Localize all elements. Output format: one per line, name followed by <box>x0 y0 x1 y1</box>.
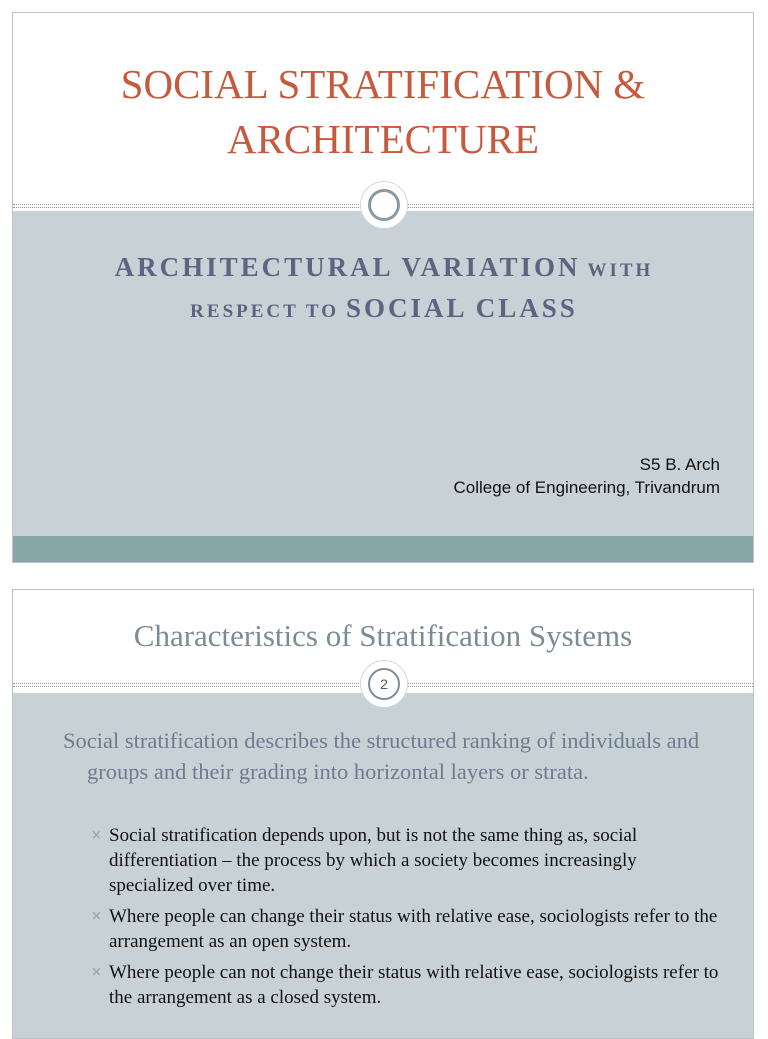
slide-title: Characteristics of Stratification Systems <box>133 618 633 653</box>
divider-circle-icon <box>361 182 407 228</box>
title-line-2: ARCHITECTURE <box>226 116 540 162</box>
subtitle-part-4: SOCIAL CLASS <box>345 293 578 323</box>
bullet-x-icon: × <box>91 965 102 980</box>
credit-line-1: S5 B. Arch <box>639 455 720 474</box>
lead-paragraph: Social stratification describes the structured ranking of individuals and groups and their grading into horizontal layers or strata. <box>63 728 700 784</box>
slide-number: 2 <box>368 668 400 700</box>
list-item: × Social stratification depends upon, but is not the same thing as, social differentiation – the process by which a society becomes increasingly specialized over time. <box>91 825 638 896</box>
slide-title <box>13 57 753 167</box>
list-item: × Where people can not change their status with relative ease, sociologists refer to the arrangement as a closed system. <box>91 962 719 1008</box>
credit-line-2: College of Engineering, Trivandrum <box>453 478 720 497</box>
list-item: × Where people can change their status with relative ease, sociologists refer to the arrangement as an open system. <box>91 906 718 952</box>
slide-number-badge <box>361 661 407 707</box>
bullet-list <box>91 823 719 1016</box>
footer-bar <box>13 536 753 562</box>
bullet-x-icon: × <box>91 909 102 924</box>
subtitle-part-1: ARCHITECTURAL VARIATION <box>114 252 581 282</box>
author-credit <box>454 453 720 499</box>
title-slide <box>12 12 754 563</box>
subtitle-part-3: RESPECT TO <box>190 301 339 322</box>
title-line-1: SOCIAL STRATIFICATION & <box>120 61 646 107</box>
content-slide <box>12 589 754 1039</box>
slide-subtitle <box>43 249 725 331</box>
bullet-x-icon: × <box>91 828 102 843</box>
subtitle-part-2: WITH <box>587 260 654 281</box>
